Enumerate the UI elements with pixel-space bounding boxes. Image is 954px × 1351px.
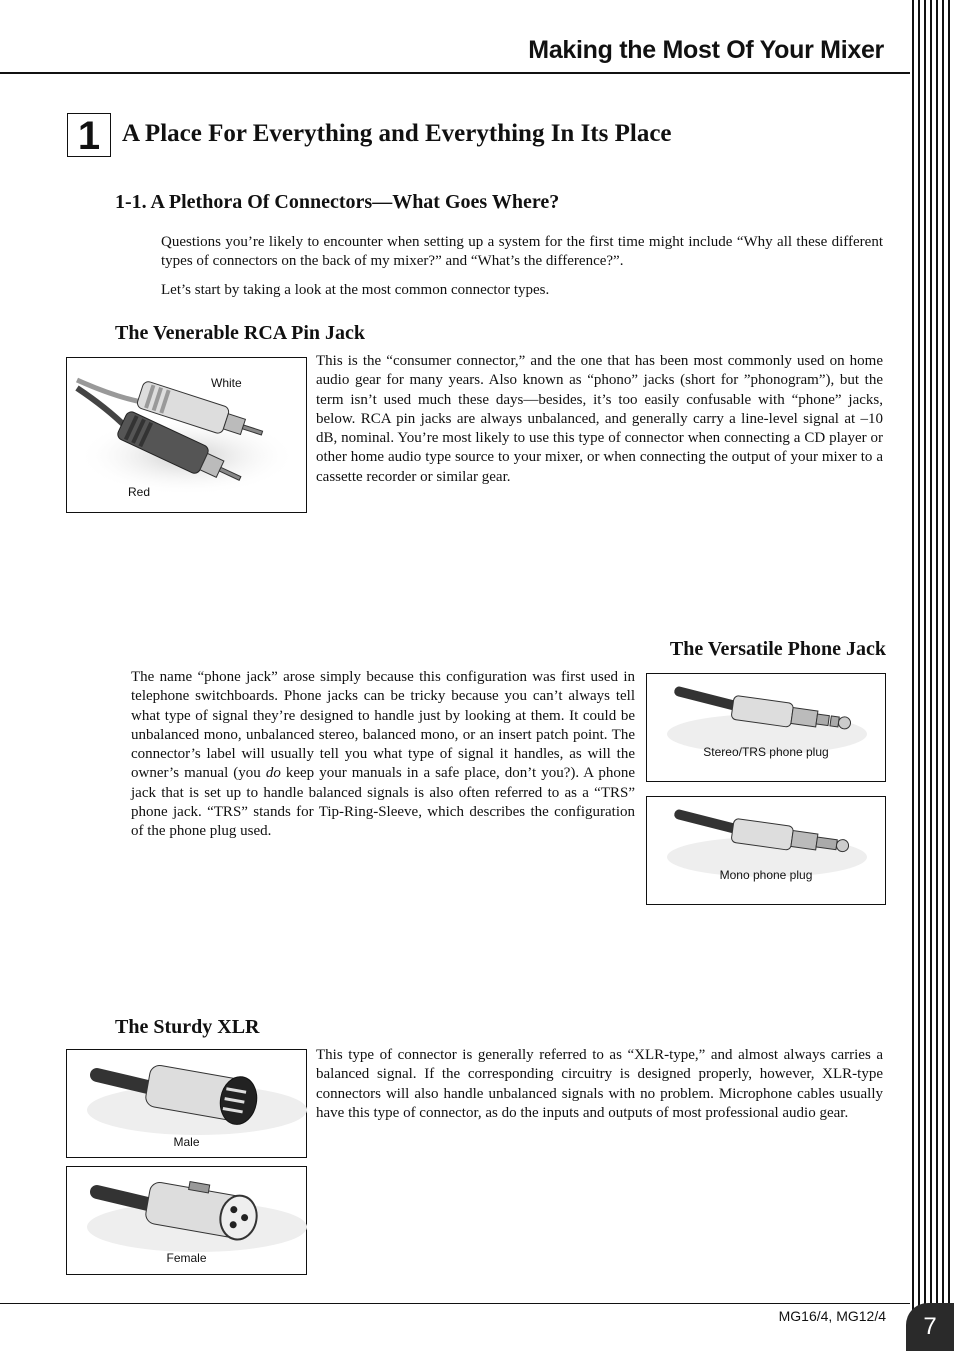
footer-rule — [0, 1303, 910, 1304]
rca-heading: The Venerable RCA Pin Jack — [115, 322, 366, 344]
subsection-title: 1-1. A Plethora Of Connectors—What Goes Where? — [115, 191, 560, 213]
xlr-male-figure — [66, 1049, 307, 1158]
phone-paragraph: The name “phone jack” arose simply because this configuration was first used in telephone switchboards. Phone jacks can be tricky because you can’t always tell what type of signal they’re designed to handle just by looking at them. It could be unbalanced mono, unbalanced stereo, balanced mono, or an insert patch point. The connector’s label will usually tell you what type of signal it handles, as will the owner’s manual (you do keep your manuals in a safe place, don’t you?). A phone jack that is set up to handle balanced signals is also often referred to as a “TRS” phone jack. “TRS” stands for Tip-Ring-Sleeve, which describes the configuration of the phone plug used. — [131, 669, 635, 840]
edge-stripes — [910, 0, 954, 1351]
section-number: 1 — [67, 113, 111, 157]
rca-label-red: Red — [128, 485, 151, 499]
footer-model: MG16/4, MG12/4 — [778, 1308, 886, 1324]
rca-plug-illustration — [67, 358, 308, 514]
page-header-title: Making the Most Of Your Mixer — [528, 36, 884, 64]
xlr-paragraph: This type of connector is generally referred to as “XLR-type,” and almost always carries a balanced signal. If the corresponding circuitry is designed properly, however, XLR-type connectors will also handle unbalanced signals with no problem. Microphone cables usually have this type of connector, as do the inputs and outputs of most professional audio gear. — [316, 1047, 883, 1121]
mono-plug-figure — [646, 796, 886, 905]
rca-label-white: White — [211, 376, 242, 390]
xlr-male-caption: Male — [173, 1135, 200, 1149]
header-rule — [0, 72, 910, 74]
page-number: 7 — [923, 1313, 937, 1340]
trs-plug-figure — [646, 673, 886, 782]
rca-figure — [66, 357, 307, 513]
xlr-female-caption: Female — [166, 1251, 207, 1265]
xlr-heading: The Sturdy XLR — [115, 1016, 260, 1038]
intro-paragraph-1: Questions you’re likely to encounter when setting up a system for the first time might include “Why all these different types of connectors on the back of my mixer?” and “What’s the difference?”. — [161, 234, 883, 270]
trs-plug-caption: Stereo/TRS phone plug — [703, 745, 829, 759]
mono-plug-caption: Mono phone plug — [719, 868, 813, 882]
intro-paragraph-2: Let’s start by taking a look at the most common connector types. — [161, 282, 550, 298]
mono-plug-illustration — [647, 797, 887, 906]
trs-plug-illustration — [647, 674, 887, 783]
section-title: A Place For Everything and Everything In Its Place — [122, 120, 672, 147]
phone-heading: The Versatile Phone Jack — [669, 638, 886, 660]
xlr-female-figure — [66, 1166, 307, 1275]
rca-paragraph: This is the “consumer connector,” and the one that has been most commonly used on home audio gear for many years. Also known as “phono” jacks (short for ”phonogram”), but the term isn’t used much these days—besides, it’s too easily confusable with “phone” jacks, below. RCA pin jacks are always unbalanced, and generally carry a line-level signal at –10 dB, nominal. You’re most likely to use this type of connector when connecting a CD player or other home audio type source to your mixer, or when connecting the output of your mixer to a cassette recorder or similar gear. — [316, 353, 883, 485]
